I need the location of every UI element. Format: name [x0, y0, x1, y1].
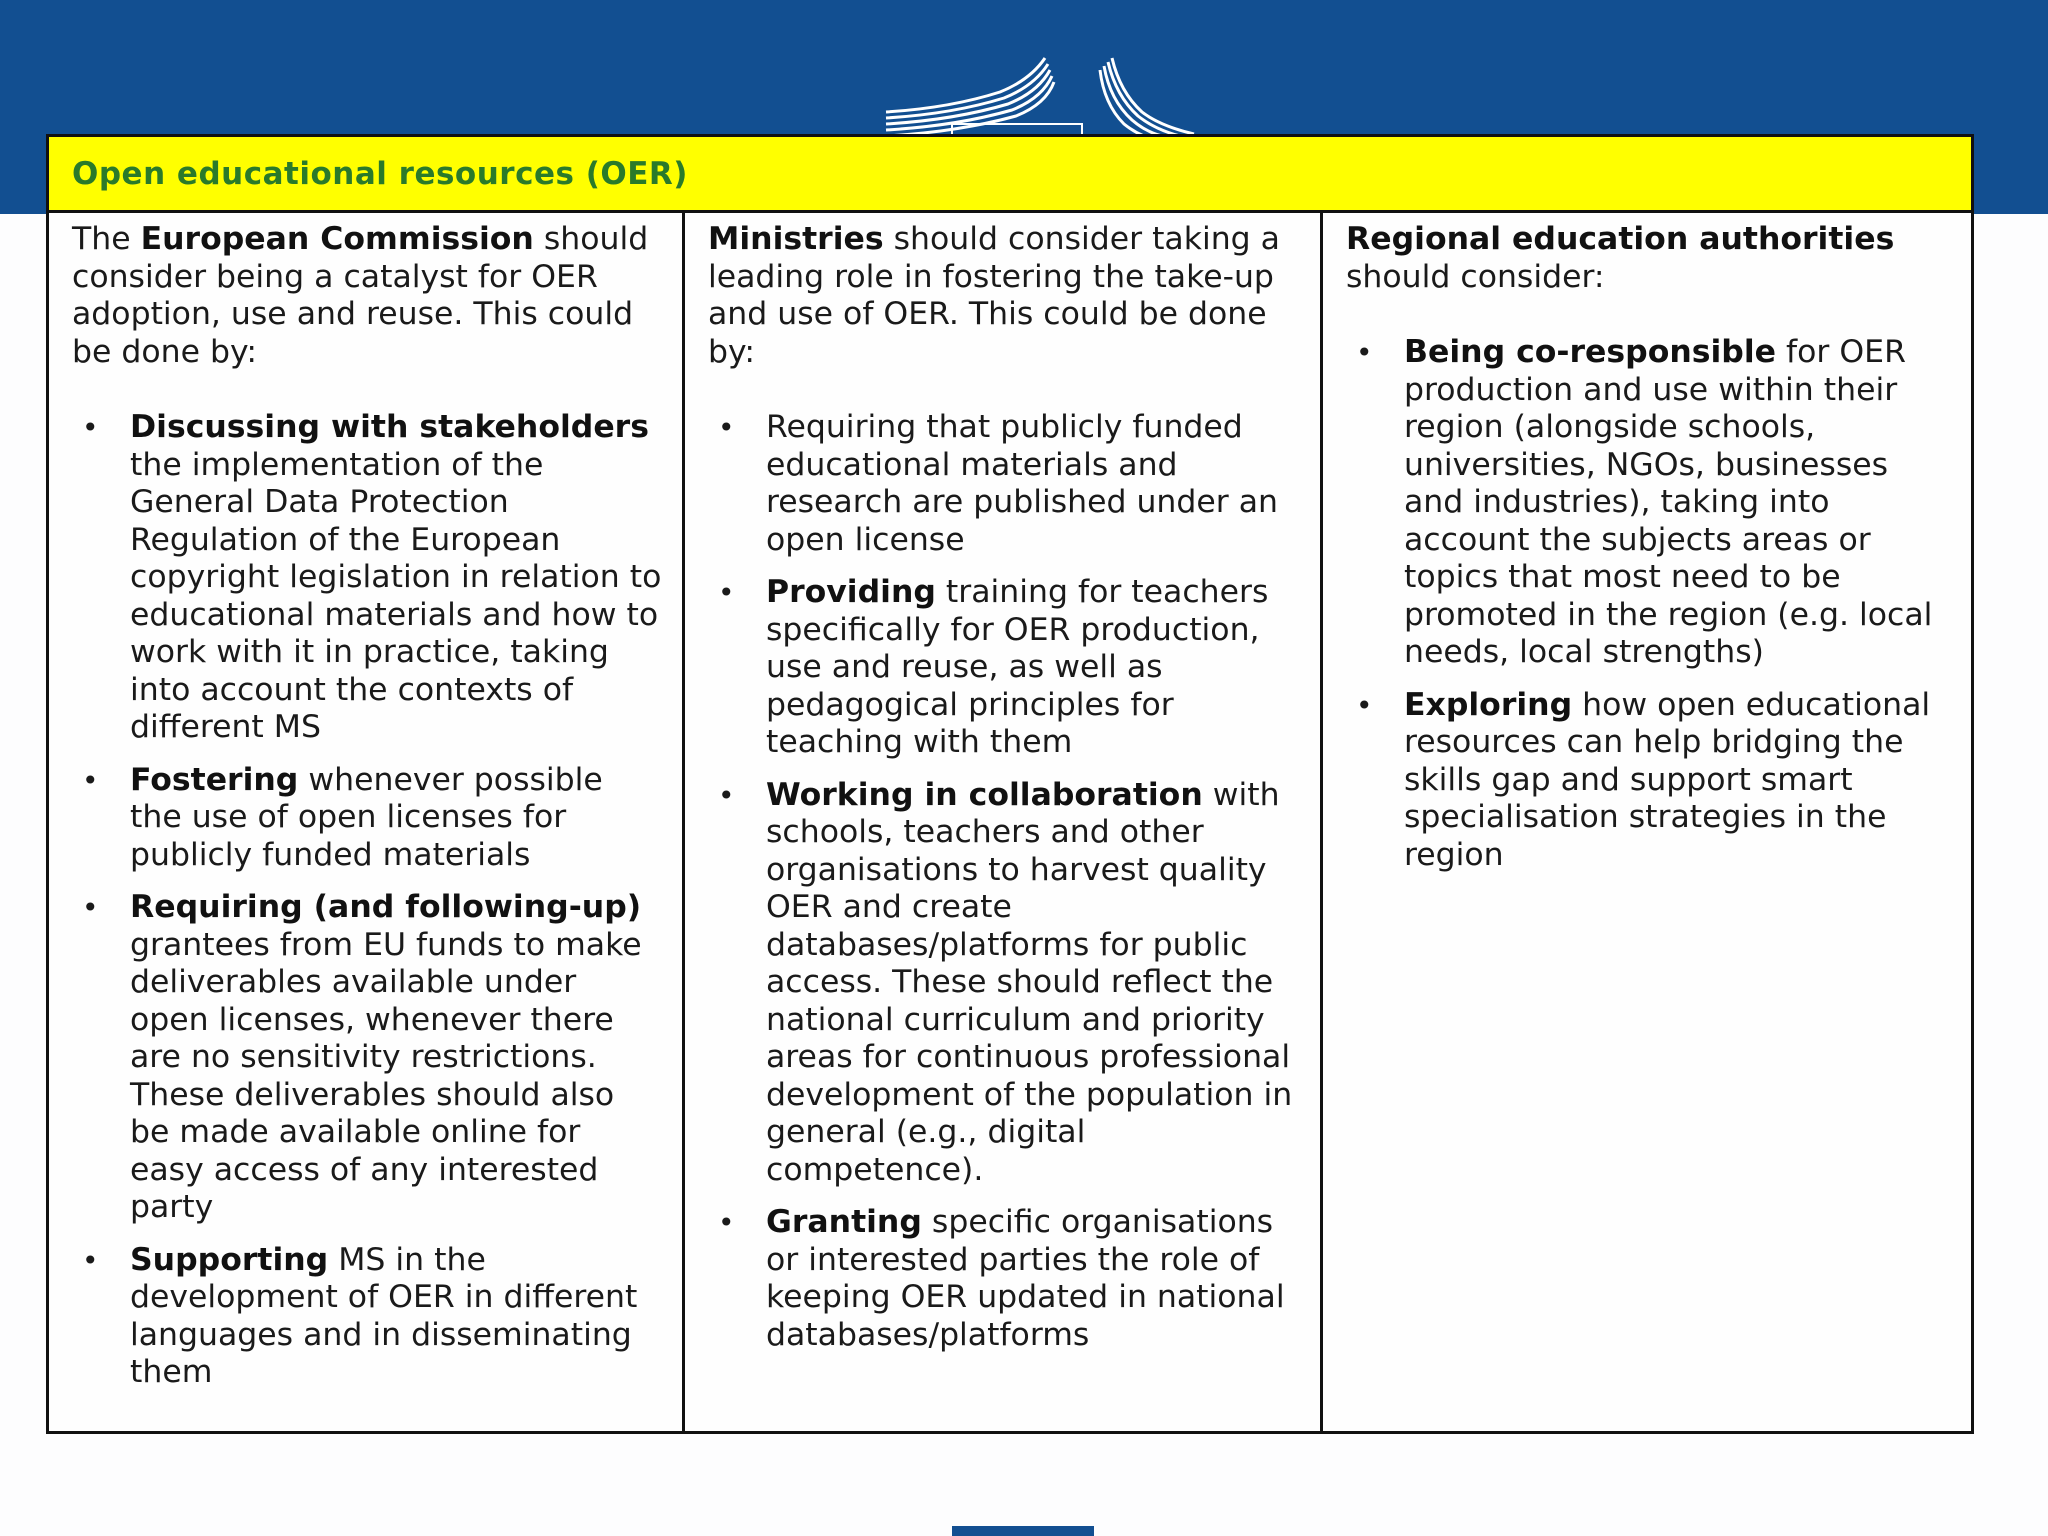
bullet-icon: •: [82, 1243, 99, 1277]
column-intro: Ministries should consider taking a leading role in fostering the take-up and use of OER. This could be done by:: [708, 221, 1280, 370]
list-item: • Working in collaboration with schools, teachers and other organisations to harvest quality OER and create databases/platforms for public access. These should reflect the national curriculum and priority areas for continuous professional development of the population in general (e.g., digital competence).: [718, 776, 1293, 1188]
bullet-icon: •: [1356, 688, 1373, 722]
list-item: • Granting specific organisations or interested parties the role of keeping OER updated in national databases/platforms: [718, 1204, 1285, 1353]
bullet-icon: •: [718, 778, 735, 812]
list-item: • Fostering whenever possible the use of open licenses for publicly funded materials: [82, 761, 603, 873]
column-intro: The European Commission should consider being a catalyst for OER adoption, use and reuse. This could be done by:: [72, 221, 649, 370]
table-title-bar: [49, 137, 1971, 213]
column-ministries: [685, 213, 1323, 1431]
list-item: • Requiring (and following-up) grantees from EU funds to make deliverables available under open licenses, whenever there are no sensitivity restrictions. These deliverables should also be made available online for easy access of any interested party: [82, 889, 642, 1225]
recommendation-list: [1346, 334, 1951, 874]
list-item: • Exploring how open educational resources can help bridging the skills gap and support smart specialisation strategies in the region: [1356, 686, 1931, 873]
bullet-icon: •: [718, 411, 735, 444]
list-item: • Providing training for teachers specifically for OER production, use and reuse, as well as pedagogical principles for teaching with them: [718, 574, 1269, 760]
footer-bar: [952, 1526, 1094, 1536]
oer-table: [46, 134, 1974, 1434]
list-item: • Discussing with stakeholders the implementation of the General Data Protection Regulation of the European copyright legislation in relation to educational materials and how to work with it in practice, taking into account the contexts of different MS: [82, 409, 662, 745]
recommendation-list: [708, 409, 1300, 1354]
list-item: • Requiring that publicly funded educational materials and research are published under an open license: [718, 409, 1278, 558]
column-intro: Regional education authorities should consider:: [1346, 221, 1895, 295]
column-regional-authorities: [1323, 213, 1971, 1431]
bullet-icon: •: [82, 891, 99, 924]
column-european-commission: [49, 213, 685, 1431]
bullet-icon: •: [718, 1206, 735, 1239]
list-item: • Being co-responsible for OER production and use within their region (alongside schools, universities, NGOs, businesses and industries), taking into account the subjects areas or topics that most need to be promoted in the region (e.g. local needs, local strengths): [1356, 334, 1933, 670]
bullet-icon: •: [82, 763, 99, 797]
recommendation-list: [72, 409, 662, 1392]
bullet-icon: •: [718, 576, 735, 609]
table-title: Open educational resources (OER): [72, 155, 688, 192]
bullet-icon: •: [1356, 336, 1373, 369]
bullet-icon: •: [82, 411, 99, 444]
european-commission-logo: [880, 52, 1200, 136]
list-item: • Supporting MS in the development of OER in different languages and in disseminating them: [82, 1241, 638, 1390]
